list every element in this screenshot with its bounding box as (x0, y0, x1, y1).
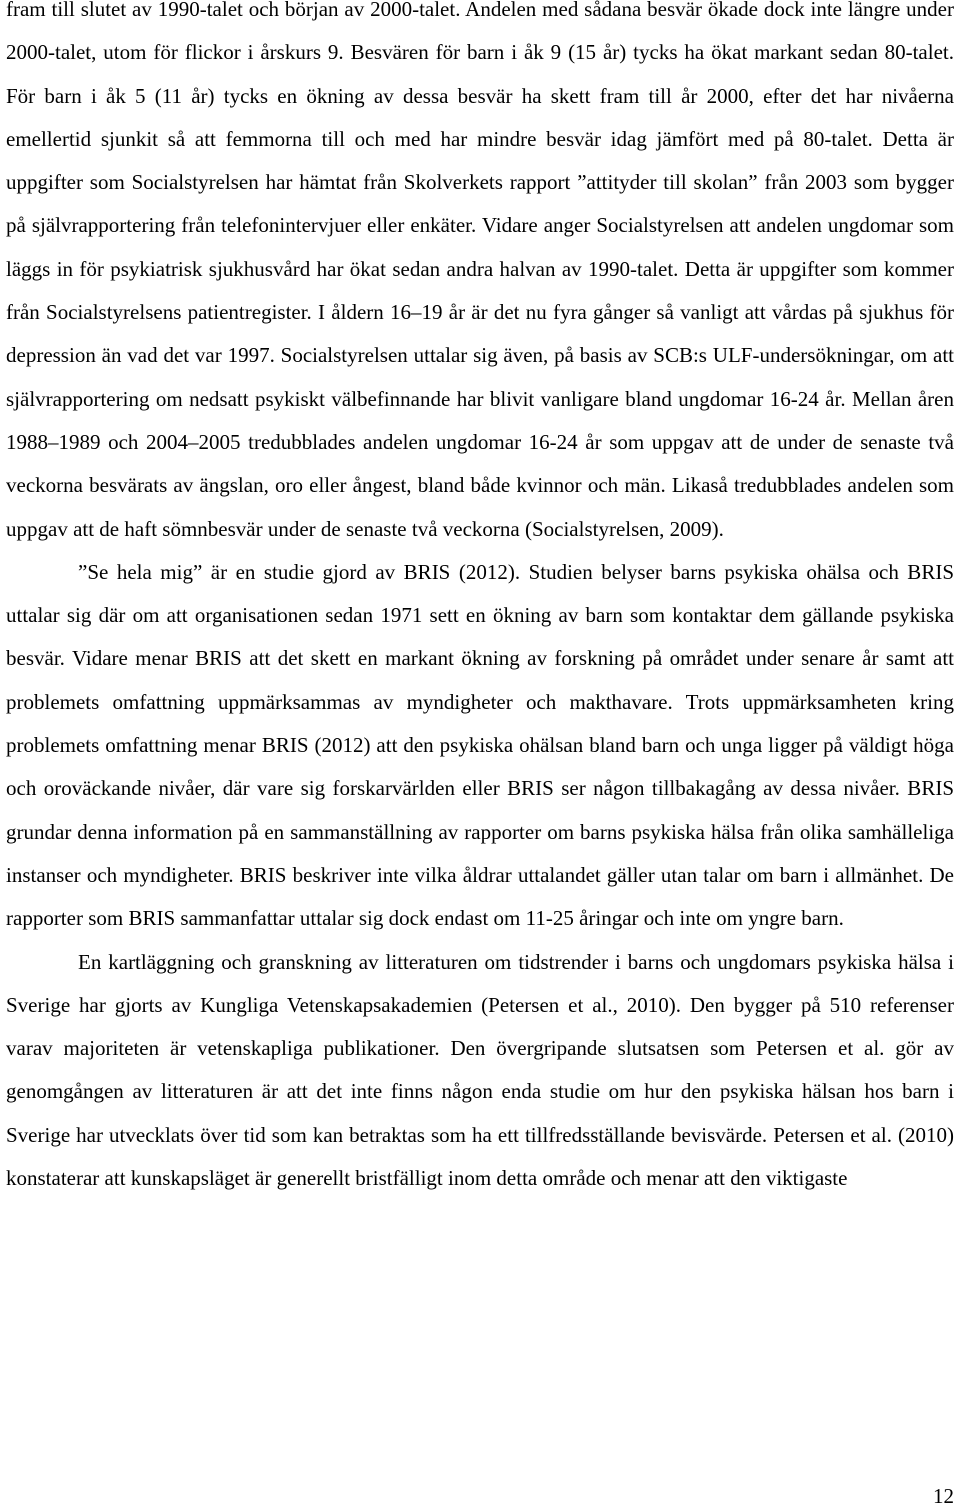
paragraph: ”Se hela mig” är en studie gjord av BRIS (2012). Studien belyser barns psykiska ohälsa och BRIS uttalar sig där om att organisationen sedan 1971 sett en ökning av barn som kontaktar dem gällande psykiska besvär. Vidare menar BRIS att det skett en markant ökning av forskning på området under senare år samt att problemets omfattning uppmärksammas av myndigheter och makthavare. Trots uppmärksamheten kring problemets omfattning menar BRIS (2012) att den psykiska ohälsan bland barn och unga ligger på väldigt höga och oroväckande nivåer, där vare sig forskarvärlden eller BRIS ser någon tillbakagång av dessa nivåer. BRIS grundar denna information på en sammanställning av rapporter om barns psykiska hälsa från olika samhälleliga instanser och myndigheter. BRIS beskriver inte vilka åldrar uttalandet gäller utan talar om barn i allmänhet. De rapporter som BRIS sammanfattar uttalar sig dock endast om 11-25 åringar och inte om yngre barn. (6, 559, 954, 931)
paragraph: En kartläggning och granskning av litteraturen om tidstrender i barns och ungdomars psykiska hälsa i Sverige har gjorts av Kungliga Vetenskapsakademien (Petersen et al., 2010). Den bygger på 510 referenser varav majoriteten är vetenskapliga publikationer. Den övergripande slutsatsen som Petersen et al. gör av genomgången av litteraturen är att det inte finns någon enda studie om hur den psykiska hälsan hos barn i Sverige har utvecklats över tid som kan betraktas som ha ett tillfredsställande bevisvärde. Petersen et al. (2010) konstaterar att kunskapsläget är generellt bristfälligt inom detta område och menar att den viktigaste (6, 949, 954, 1191)
paragraph: fram till slutet av 1990-talet och början av 2000-talet. Andelen med sådana besvär ökade dock inte längre under 2000-talet, utom för flickor i årskurs 9. Besvären för barn i åk 9 (15 år) tycks ha ökat markant sedan 80-talet. För barn i åk 5 (11 år) tycks en ökning av dessa besvär ha skett fram till år 2000, efter det har nivåerna emellertid sjunkit så att femmorna till och med har mindre besvär idag jämfört med på 80-talet. Detta är uppgifter som Socialstyrelsen har hämtat från Skolverkets rapport ”attityder till skolan” från 2003 som bygger på självrapportering från telefonintervjuer eller enkäter. Vidare anger Socialstyrelsen att andelen ungdomar som läggs in för psykiatrisk sjukhusvård har ökat sedan andra halvan av 1990-talet. Detta är uppgifter som kommer från Socialstyrelsens patientregister. I åldern 16–19 år är det nu fyra gånger så vanligt att vårdas på sjukhus för depression än vad det var 1997. Socialstyrelsen uttalar sig även, på basis av SCB:s ULF-undersökningar, om att självrapportering om nedsatt psykiskt välbefinnande har blivit vanligare bland ungdomar 16-24 år. Mellan åren 1988–1989 och 2004–2005 tredubblades andelen ungdomar 16-24 år som uppgav att de under de senaste två veckorna besvärats av ängslan, oro eller ångest, bland både kvinnor och män. Likaså tredubblades andelen som uppgav att de haft sömnbesvär under de senaste två veckorna (Socialstyrelsen, 2009). (6, 0, 954, 541)
page-number: 12 (933, 1484, 954, 1508)
body-text (6, 0, 954, 1200)
